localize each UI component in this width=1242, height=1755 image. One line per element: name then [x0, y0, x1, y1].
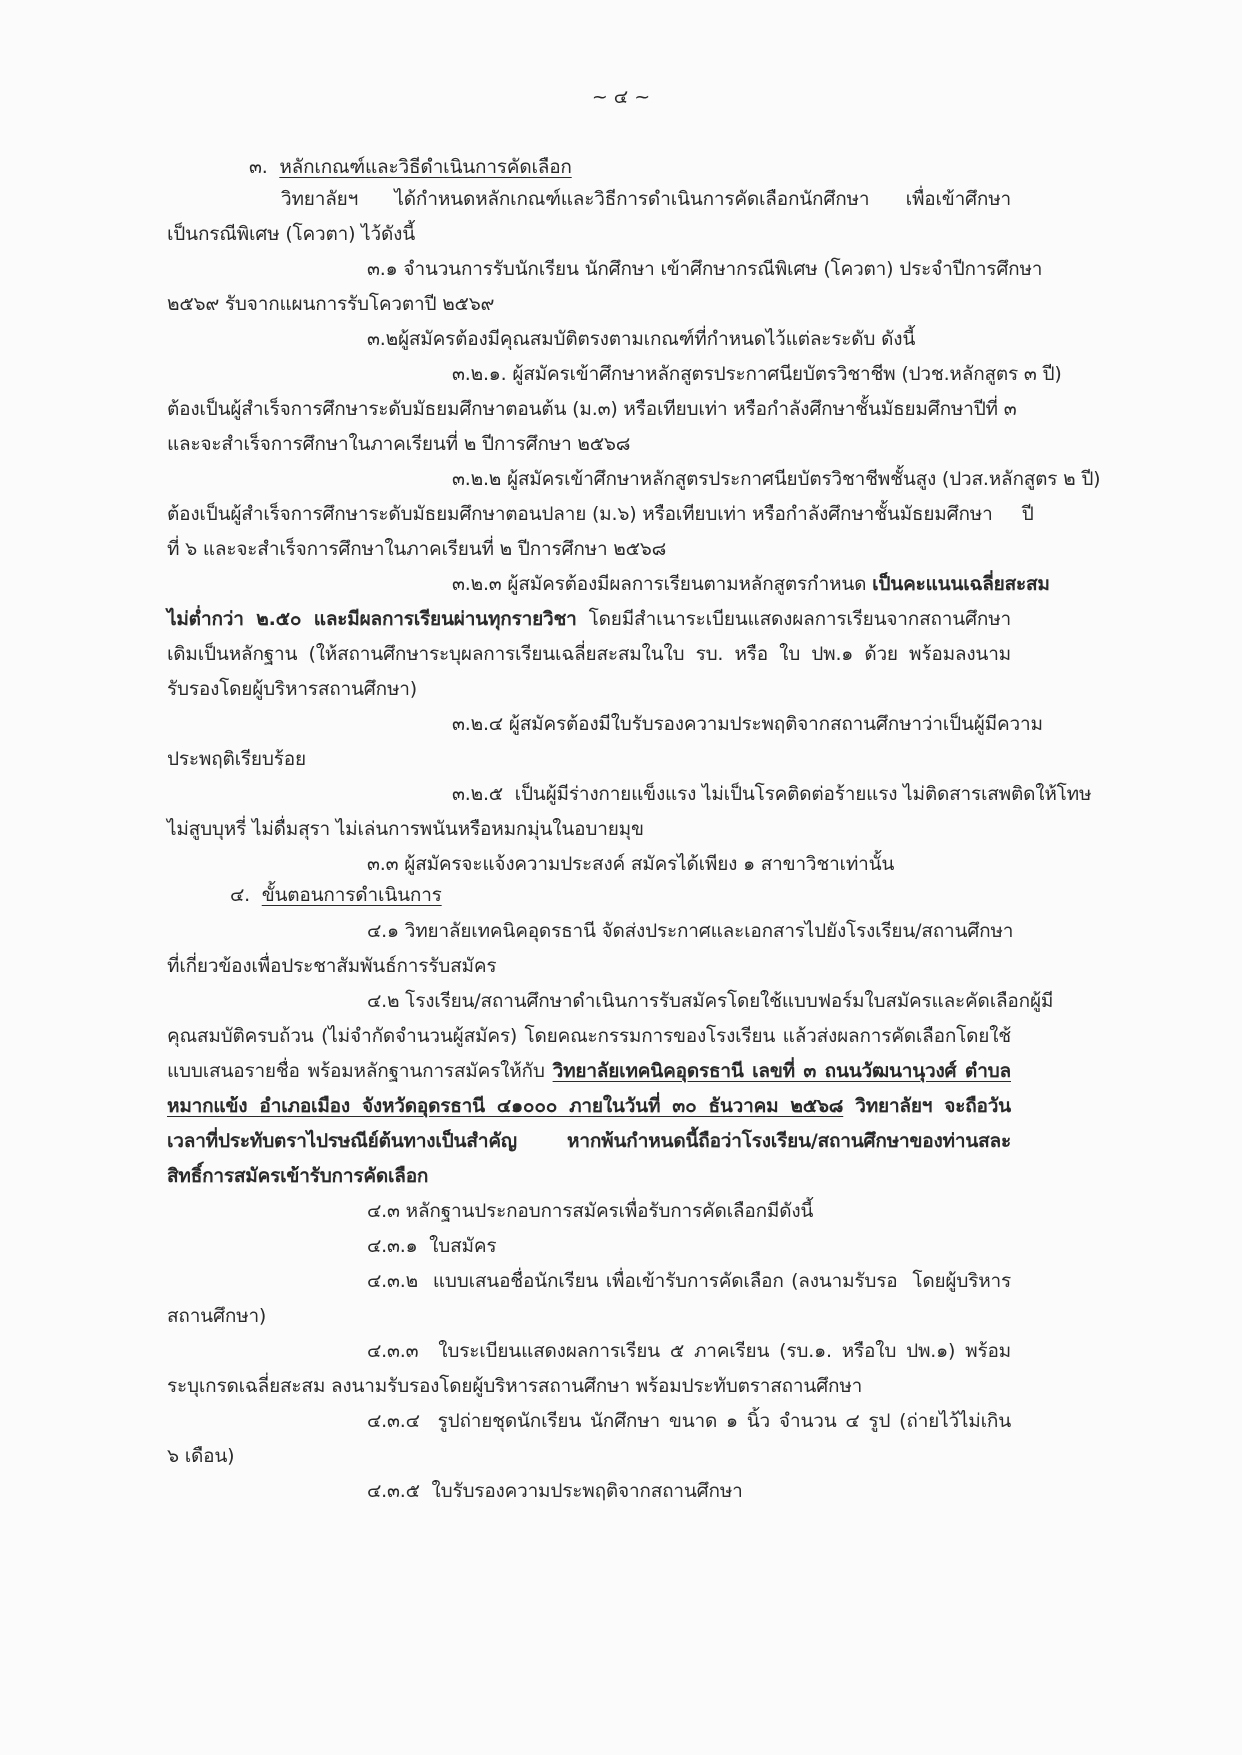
item-3-2-2-line3: ที่ ๖ และจะสำเร็จการศึกษาในภาคเรียนที่ ๒ ปีการศึกษา ๒๕๖๘ — [167, 538, 667, 560]
item-3-2-3-bold-text: ไม่ต่ำกว่า ๒.๕๐ และมีผลการเรียนผ่านทุกรายวิชา — [167, 608, 577, 630]
section-3-intro-line2: เป็นกรณีพิเศษ (โควตา) ไว้ดังนี้ — [167, 223, 416, 245]
section-4-heading — [230, 882, 442, 908]
item-4-3-3-line2: ระบุเกรดเฉลี่ยสะสม ลงนามรับรองโดยผู้บริหารสถานศึกษา พร้อมประทับตราสถานศึกษา — [167, 1375, 863, 1397]
item-4-3-2-line1: ๔.๓.๒ แบบเสนอชื่อนักเรียน เพื่อเข้ารับการคัดเลือก (ลงนามรับรอ โดยผู้บริหาร — [367, 1270, 1011, 1292]
item-3-2-2-line2: ต้องเป็นผู้สำเร็จการศึกษาระดับมัธยมศึกษาตอนปลาย (ม.๖) หรือเทียบเท่า หรือกำลังศึกษาชั้นมัธยมศึกษา ปี — [167, 503, 1034, 525]
section-3-number: ๓. — [249, 156, 268, 178]
item-3-2-3-line4: รับรองโดยผู้บริหารสถานศึกษา) — [167, 678, 417, 700]
item-3-2: ๓.๒ผู้สมัครต้องมีคุณสมบัติตรงตามเกณฑ์ที่กำหนดไว้แต่ละระดับ ดังนี้ — [367, 328, 916, 350]
item-3-2-5-line2: ไม่สูบบุหรี่ ไม่ดื่มสุรา ไม่เล่นการพนันหรือหมกมุ่นในอบายมุข — [167, 818, 644, 840]
item-4-1-line1: ๔.๑ วิทยาลัยเทคนิคอุดรธานี จัดส่งประกาศและเอกสารไปยังโรงเรียน/สถานศึกษา — [367, 920, 1014, 942]
item-3-3: ๓.๓ ผู้สมัครจะแจ้งความประสงค์ สมัครได้เพียง ๑ สาขาวิชาเท่านั้น — [367, 853, 895, 875]
section-3-heading — [249, 154, 572, 180]
section-3-title: หลักเกณฑ์และวิธีดำเนินการคัดเลือก — [279, 156, 572, 178]
item-4-2-text: แบบเสนอรายชื่อ พร้อมหลักฐานการสมัครให้กับ — [167, 1060, 553, 1082]
item-3-2-3-bold-text: เป็นคะแนนเฉลี่ยสะสม — [872, 573, 1050, 595]
item-3-2-3-text: โดยมีสำเนาระเบียนแสดงผลการเรียนจากสถานศึกษา — [576, 608, 1011, 630]
item-3-1-line2: ๒๕๖๙ รับจากแผนการรับโควตาปี ๒๕๖๙ — [167, 293, 495, 315]
item-4-3-1: ๔.๓.๑ ใบสมัคร — [367, 1235, 497, 1257]
item-3-2-4-line2: ประพฤติเรียบร้อย — [167, 748, 306, 770]
item-4-3-4-line1: ๔.๓.๔ รูปถ่ายชุดนักเรียน นักศึกษา ขนาด ๑ นิ้ว จำนวน ๔ รูป (ถ่ายไว้ไม่เกิน — [367, 1410, 1011, 1432]
section-4-title: ขั้นตอนการดำเนินการ — [261, 884, 442, 906]
item-3-2-3-line1 — [452, 571, 1050, 597]
item-4-2-line4 — [167, 1093, 1011, 1119]
item-3-2-3-line3: เดิมเป็นหลักฐาน (ให้สถานศึกษาระบุผลการเรียนเฉลี่ยสะสมในใบ รบ. หรือ ใบ ปพ.๑ ด้วย พร้อมลงนาม — [167, 643, 1011, 665]
item-4-2-line2: คุณสมบัติครบถ้วน (ไม่จำกัดจำนวนผู้สมัคร) โดยคณะกรรมการของโรงเรียน แล้วส่งผลการคัดเลือกโดยใช้ — [167, 1025, 1011, 1047]
item-3-2-2-line1: ๓.๒.๒ ผู้สมัครเข้าศึกษาหลักสูตรประกาศนียบัตรวิชาชีพชั้นสูง (ปวส.หลักสูตร ๒ ปี) — [452, 468, 1101, 490]
item-3-1-line1: ๓.๑ จำนวนการรับนักเรียน นักศึกษา เข้าศึกษากรณีพิเศษ (โควตา) ประจำปีการศึกษา — [367, 258, 1043, 280]
item-4-1-line2: ที่เกี่ยวข้องเพื่อประชาสัมพันธ์การรับสมัคร — [167, 955, 497, 977]
item-3-2-3-text: ๓.๒.๓ ผู้สมัครต้องมีผลการเรียนตามหลักสูตรกำหนด — [452, 573, 873, 595]
item-4-3-3-line1: ๔.๓.๓ ใบระเบียนแสดงผลการเรียน ๕ ภาคเรียน (รบ.๑. หรือใบ ปพ.๑) พร้อม — [367, 1340, 1011, 1362]
item-3-2-5-line1: ๓.๒.๕ เป็นผู้มีร่างกายแข็งแรง ไม่เป็นโรคติดต่อร้ายแรง ไม่ติดสารเสพติดให้โทษ — [452, 783, 1092, 805]
college-address: วิทยาลัยเทคนิคอุดรธานี เลขที่ ๓ ถนนวัฒนานุวงศ์ ตำบล — [552, 1060, 1011, 1082]
section-3-intro-line1: วิทยาลัยฯ ได้กำหนดหลักเกณฑ์และวิธีการดำเนินการคัดเลือกนักศึกษา เพื่อเข้าศึกษา — [281, 188, 1011, 210]
item-4-3-4-line2: ๖ เดือน) — [167, 1445, 235, 1467]
item-4-2-line1: ๔.๒ โรงเรียน/สถานศึกษาดำเนินการรับสมัครโดยใช้แบบฟอร์มใบสมัครและคัดเลือกผู้มี — [367, 990, 1054, 1012]
page-number: ~ ๔ ~ — [591, 86, 651, 108]
item-4-3-5: ๔.๓.๕ ใบรับรองความประพฤติจากสถานศึกษา — [367, 1480, 743, 1502]
item-4-2-line5: เวลาที่ประทับตราไปรษณีย์ต้นทางเป็นสำคัญ หากพ้นกำหนดนี้ถือว่าโรงเรียน/สถานศึกษาของท่านสละ — [167, 1130, 1011, 1152]
section-4-number: ๔. — [230, 884, 251, 906]
item-3-2-3-line2 — [167, 606, 1011, 632]
item-4-2-line3 — [167, 1058, 1011, 1084]
item-3-2-4-line1: ๓.๒.๔ ผู้สมัครต้องมีใบรับรองความประพฤติจากสถานศึกษาว่าเป็นผู้มีความ — [452, 713, 1043, 735]
item-4-2-bold-text: วิทยาลัยฯ จะถือวัน — [843, 1095, 1011, 1117]
item-4-3-2-line2: สถานศึกษา) — [167, 1305, 267, 1327]
item-3-2-1-line2: ต้องเป็นผู้สำเร็จการศึกษาระดับมัธยมศึกษาตอนต้น (ม.๓) หรือเทียบเท่า หรือกำลังศึกษาชั้นมัธยมศึกษาปีที่ ๓ — [167, 398, 1017, 420]
item-3-2-1-line3: และจะสำเร็จการศึกษาในภาคเรียนที่ ๒ ปีการศึกษา ๒๕๖๘ — [167, 433, 631, 455]
item-3-2-1-line1: ๓.๒.๑. ผู้สมัครเข้าศึกษาหลักสูตรประกาศนียบัตรวิชาชีพ (ปวช.หลักสูตร ๓ ปี) — [452, 363, 1062, 385]
item-4-3: ๔.๓ หลักฐานประกอบการสมัครเพื่อรับการคัดเลือกมีดังนี้ — [367, 1200, 814, 1222]
item-4-2-line6: สิทธิ์การสมัครเข้ารับการคัดเลือก — [167, 1165, 429, 1187]
deadline-address: หมากแข้ง อำเภอเมือง จังหวัดอุดรธานี ๔๑๐๐๐ ภายในวันที่ ๓๐ ธันวาคม ๒๕๖๘ — [167, 1095, 844, 1117]
